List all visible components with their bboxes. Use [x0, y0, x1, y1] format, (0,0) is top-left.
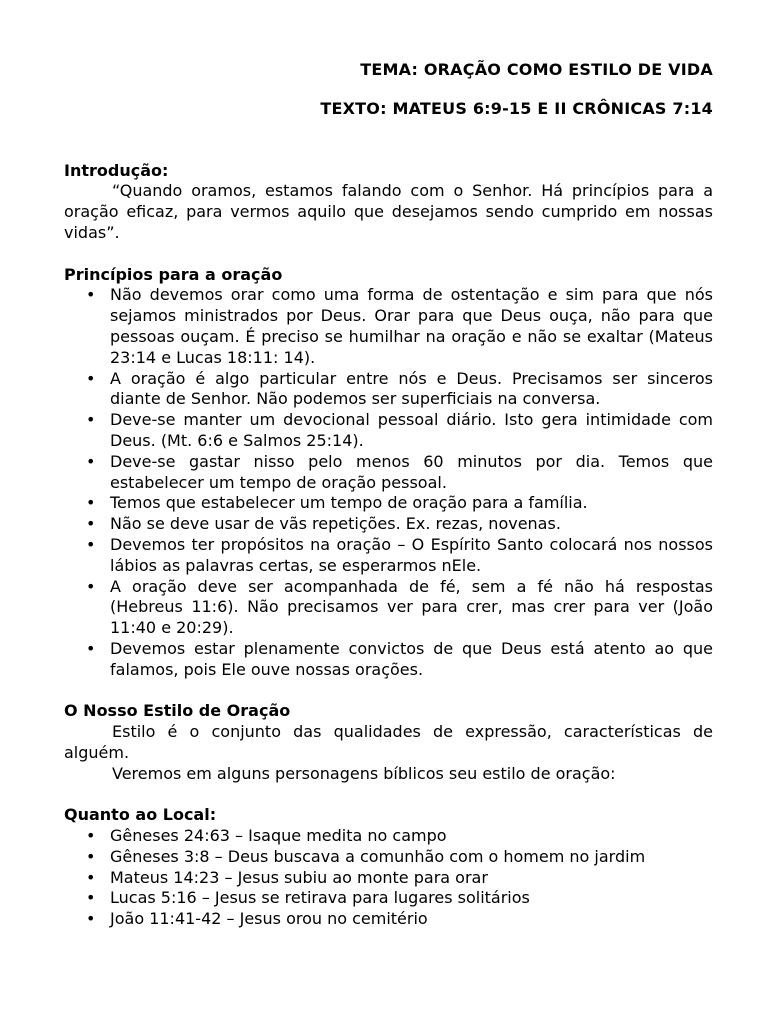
- spacer: [64, 244, 713, 265]
- section-local: [64, 805, 713, 930]
- list-item: • Devemos ter propósitos na oração – O Espírito Santo colocará nos nossos lábios as palavras certas, se esperarmos nEle.: [110, 535, 713, 577]
- section-heading-principios: Princípios para a oração: [64, 264, 283, 284]
- spacer: [64, 681, 713, 702]
- principios-list: [64, 285, 713, 680]
- list-item: • A oração é algo particular entre nós e Deus. Precisamos ser sinceros diante de Senhor. Não podemos ser superficiais na conversa.: [110, 369, 713, 411]
- introducao-paragraph: “Quando oramos, estamos falando com o Senhor. Há princípios para a oração eficaz, para vermos aquilo que desejamos sendo cumprido em nossas vidas”.: [64, 181, 713, 242]
- section-introducao: [64, 161, 713, 244]
- list-item: • A oração deve ser acompanhada de fé, sem a fé não há respostas (Hebreus 11:6). Não precisamos ver para crer, mas crer para ver (João 11:40 e 20:29).: [110, 577, 713, 639]
- list-item: • Deve-se gastar nisso pelo menos 60 minutos por dia. Temos que estabelecer um tempo de oração pessoal.: [110, 452, 713, 494]
- list-item: • Temos que estabelecer um tempo de oração para a família.: [110, 493, 713, 514]
- list-item: • Mateus 14:23 – Jesus subiu ao monte para orar: [110, 868, 713, 889]
- list-item: • João 11:41-42 – Jesus orou no cemitério: [110, 909, 713, 930]
- section-estilo: [64, 701, 713, 784]
- list-item: • Gêneses 24:63 – Isaque medita no campo: [110, 826, 713, 847]
- list-item: • Não se deve usar de vãs repetições. Ex. rezas, novenas.: [110, 514, 713, 535]
- list-item: • Gêneses 3:8 – Deus buscava a comunhão com o homem no jardim: [110, 847, 713, 868]
- local-list: [64, 826, 713, 930]
- document-reference: TEXTO: MATEUS 6:9-15 E II CRÔNICAS 7:14: [320, 98, 713, 118]
- list-item: • Devemos estar plenamente convictos de que Deus está atento ao que falamos, pois Ele ouve nossas orações.: [110, 639, 713, 681]
- document-title: TEMA: ORAÇÃO COMO ESTILO DE VIDA: [360, 60, 713, 79]
- spacer: [64, 785, 713, 806]
- section-principios: [64, 265, 713, 681]
- estilo-paragraph-2: Veremos em alguns personagens bíblicos seu estilo de oração:: [112, 763, 616, 783]
- section-heading-local: Quanto ao Local:: [64, 805, 217, 825]
- list-item: • Deve-se manter um devocional pessoal diário. Isto gera intimidade com Deus. (Mt. 6:6 e Salmos 25:14).: [110, 410, 713, 452]
- section-heading-estilo: O Nosso Estilo de Oração: [64, 701, 291, 721]
- section-heading-introducao: Introdução:: [64, 160, 169, 180]
- list-item: • Lucas 5:16 – Jesus se retirava para lugares solitários: [110, 888, 713, 909]
- estilo-paragraph-1: Estilo é o conjunto das qualidades de expressão, características de alguém.: [64, 722, 713, 762]
- list-item: • Não devemos orar como uma forma de ostentação e sim para que nós sejamos ministrados por Deus. Orar para que Deus ouça, não para que pessoas ouçam. É preciso se humilhar na oração e não se exaltar (Mateus 23:14 e Lucas 18:11: 14).: [110, 285, 713, 368]
